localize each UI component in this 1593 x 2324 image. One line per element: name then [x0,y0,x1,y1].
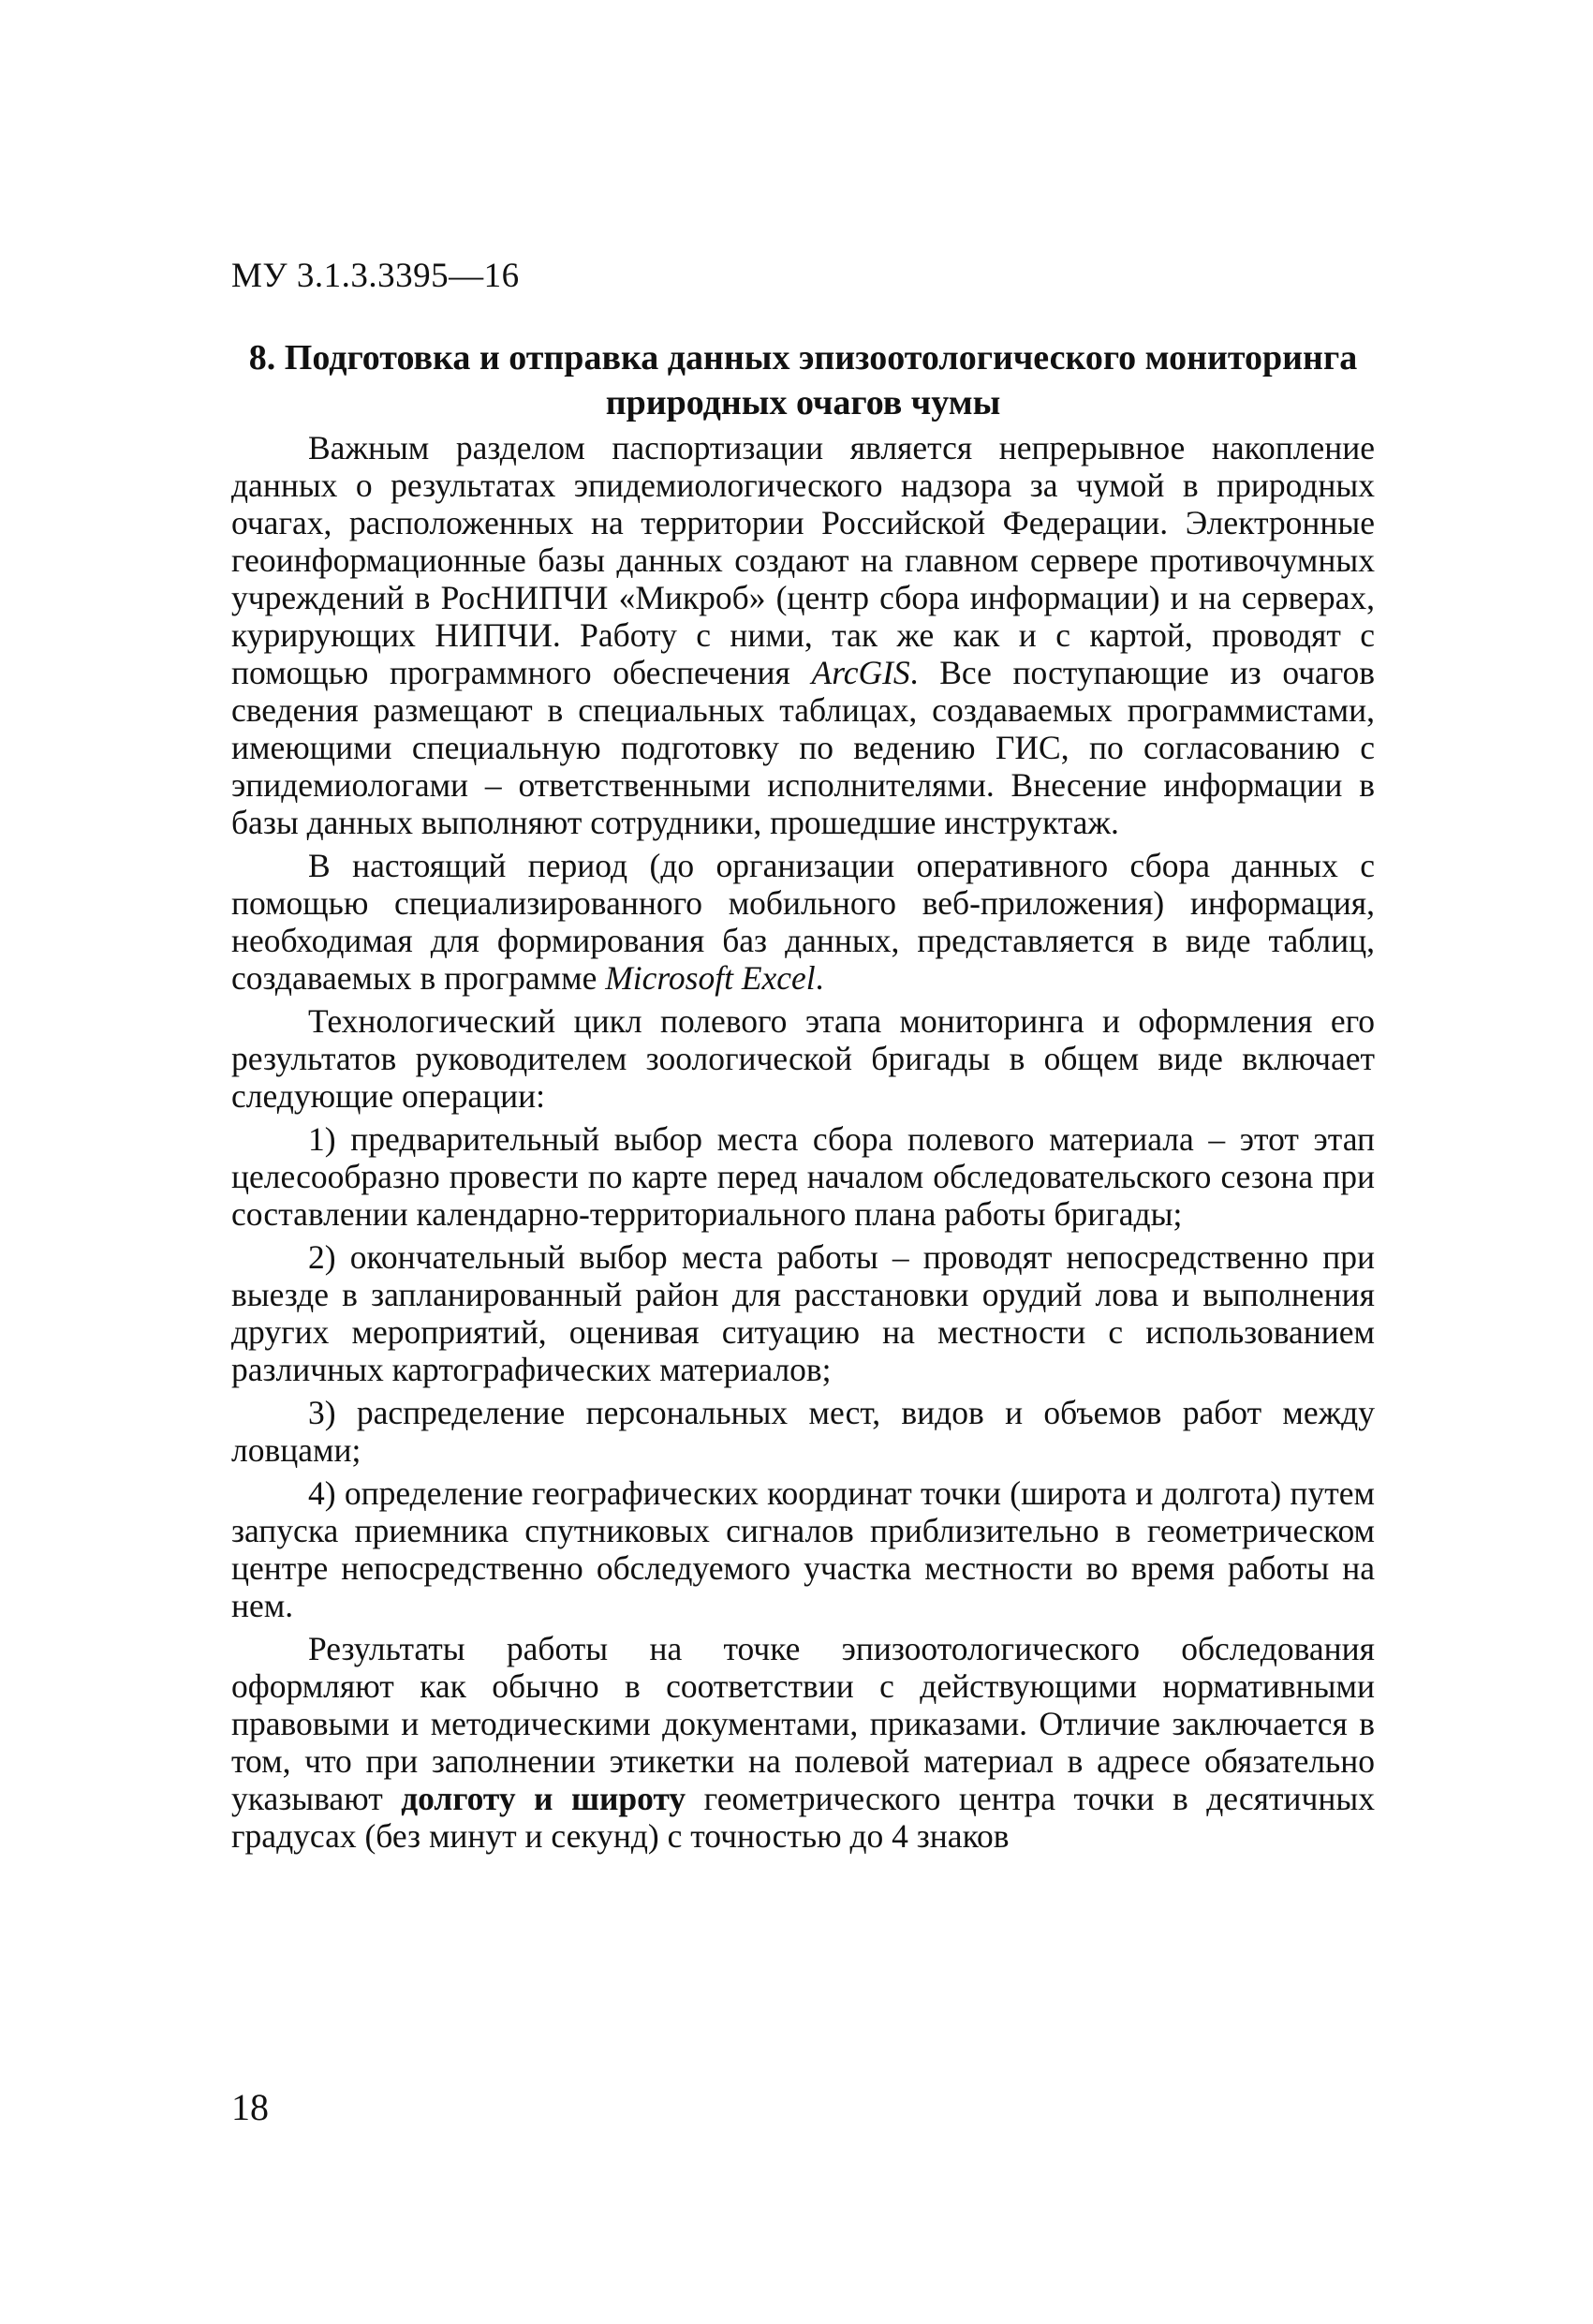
paragraph-results [231,1630,1375,1855]
list-item-coordinates: 4) определение географических координат точки (широта и долгота) путем запуска приемника спутниковых сигналов приблизительно в геометрическом центре непосредственно обследуемого участка местности во время работы на нем. [231,1474,1375,1624]
document-code: МУ 3.1.3.3395—16 [231,257,520,295]
paragraph-current-period [231,847,1375,997]
section-title: 8. Подготовка и отправка данных эпизоотологического мониторинга природных очагов чумы [248,338,1358,422]
paragraph-text: . Все поступающие из очагов сведения размещают в специальных таблицах, создаваемых программистами, имеющими специальную подготовку по ведению ГИС, по согласованию с эпидемиологами – ответственными исполнителями. Внесение информации в базы данных выполняют сотрудники, прошедшие инструктаж. [231,654,1375,841]
paragraph-text: геометрического центра точки в десятичных градусах (без минут и секунд) с точностью до 4 знаков [231,1780,1375,1855]
body-text [231,429,1375,1855]
emphasis-text: долготу и широту [401,1780,686,1817]
paragraph-technological-cycle: Технологический цикл полевого этапа мониторинга и оформления его результатов руководителем зоологической бригады в общем виде включает следующие операции: [231,1002,1375,1115]
paragraph-text: Результаты работы на точке эпизоотологического обследования оформляют как обычно в соответствии с действующими нормативными правовыми и методическими документами, приказами. Отличие заключается в том, что при заполнении этикетки на полевой материал в адресе обязательно указывают [231,1630,1375,1817]
page-number: 18 [231,2086,269,2128]
paragraph-text: Важным разделом паспортизации является непрерывное накопление данных о результатах эпидемиологического надзора за чумой в природных очагах, расположенных на территории Российской Федерации. Электронные геоинформационные базы данных создают на главном сервере противочумных учреждений в РосНИПЧИ «Микроб» (центр сбора информации) и на серверах, курирующих НИПЧИ. Работу с ними, так же как и с картой, проводят с помощью программного обеспечения [231,429,1375,691]
paragraph-text: . [815,959,824,997]
software-name: ArcGIS [811,654,910,691]
list-item-final-selection: 2) окончательный выбор места работы – проводят непосредственно при выезде в запланированный район для расстановки орудий лова и выполнения других мероприятий, оценивая ситуацию на местности с использованием различных картографических материалов; [231,1238,1375,1388]
list-item-distribution: 3) распределение персональных мест, видов и объемов работ между ловцами; [231,1394,1375,1469]
software-name: Microsoft Excel [605,959,816,997]
paragraph-text: В настоящий период (до организации оперативного сбора данных с помощью специализированного мобильного веб-приложения) информация, необходимая для формирования баз данных, представляется в виде таблиц, создаваемых в программе [231,847,1375,997]
paragraph-passportization [231,429,1375,841]
list-item-preliminary-selection: 1) предварительный выбор места сбора полевого материала – этот этап целесообразно провести по карте перед началом обследовательского сезона при составлении календарно-территориального плана работы бригады; [231,1120,1375,1233]
